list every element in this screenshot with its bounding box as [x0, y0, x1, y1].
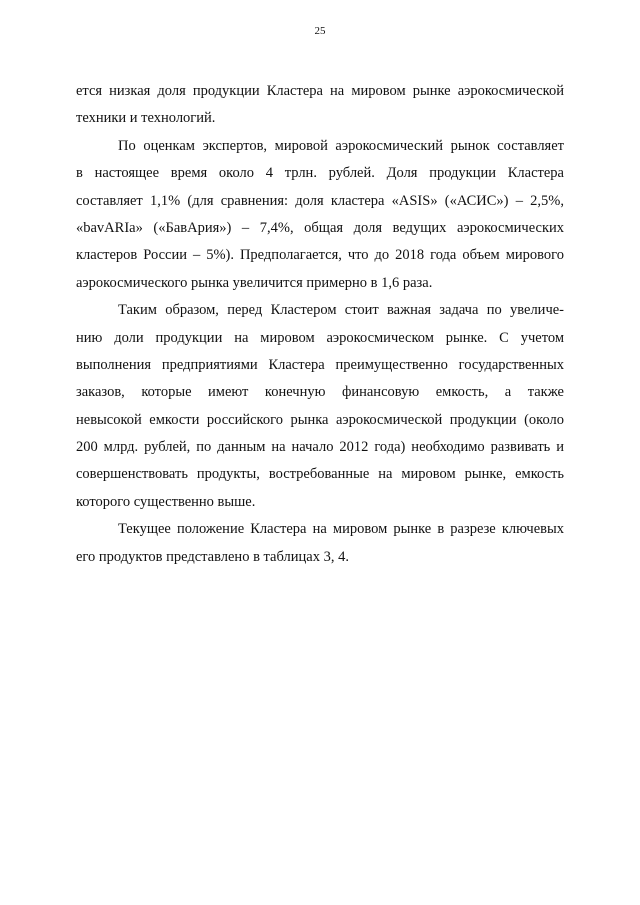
- text-line: которого существенно выше.: [76, 493, 256, 510]
- text-line: техники и технологий.: [76, 110, 216, 127]
- page-number: 25: [314, 25, 326, 37]
- text-line: выполнения предприятиями Кластера преимущественно государственных: [76, 356, 564, 373]
- text-line: составляет 1,1% (для сравнения: доля кластера «ASIS» («АСИС») – 2,5%,: [76, 192, 564, 209]
- paragraph: [76, 516, 564, 571]
- text-line: 200 млрд. рублей, по данным на начало 2012 года) необходимо развивать и: [76, 439, 564, 456]
- paragraph: [76, 133, 564, 297]
- text-line: «bavARIa» («БавАрия») – 7,4%, общая доля ведущих аэрокосмических: [76, 219, 564, 236]
- text-line: в настоящее время около 4 трлн. рублей. Доля продукции Кластера: [76, 165, 564, 182]
- text-line: Таким образом, перед Кластером стоит важная задача по увеличе-: [118, 302, 564, 319]
- text-line: нию доли продукции на мировом аэрокосмическом рынке. С учетом: [76, 329, 564, 346]
- paragraph: [76, 297, 564, 516]
- document-body: [76, 78, 564, 571]
- text-line: его продуктов представлено в таблицах 3, 4.: [76, 548, 349, 565]
- text-line: кластеров России – 5%). Предполагается, что до 2018 года объем мирового: [76, 247, 564, 264]
- paragraph: [76, 78, 564, 133]
- text-line: невысокой емкости российского рынка аэрокосмической продукции (около: [76, 411, 564, 428]
- text-line: заказов, которые имеют конечную финансовую емкость, а также: [76, 384, 564, 401]
- text-line: По оценкам экспертов, мировой аэрокосмический рынок составляет: [118, 137, 564, 154]
- text-line: Текущее положение Кластера на мировом рынке в разрезе ключевых: [118, 521, 564, 538]
- text-line: ется низкая доля продукции Кластера на мировом рынке аэрокосмической: [76, 83, 564, 99]
- text-line: аэрокосмического рынка увеличится примерно в 1,6 раза.: [76, 274, 433, 291]
- text-line: совершенствовать продукты, востребованные на мировом рынке, емкость: [76, 466, 564, 483]
